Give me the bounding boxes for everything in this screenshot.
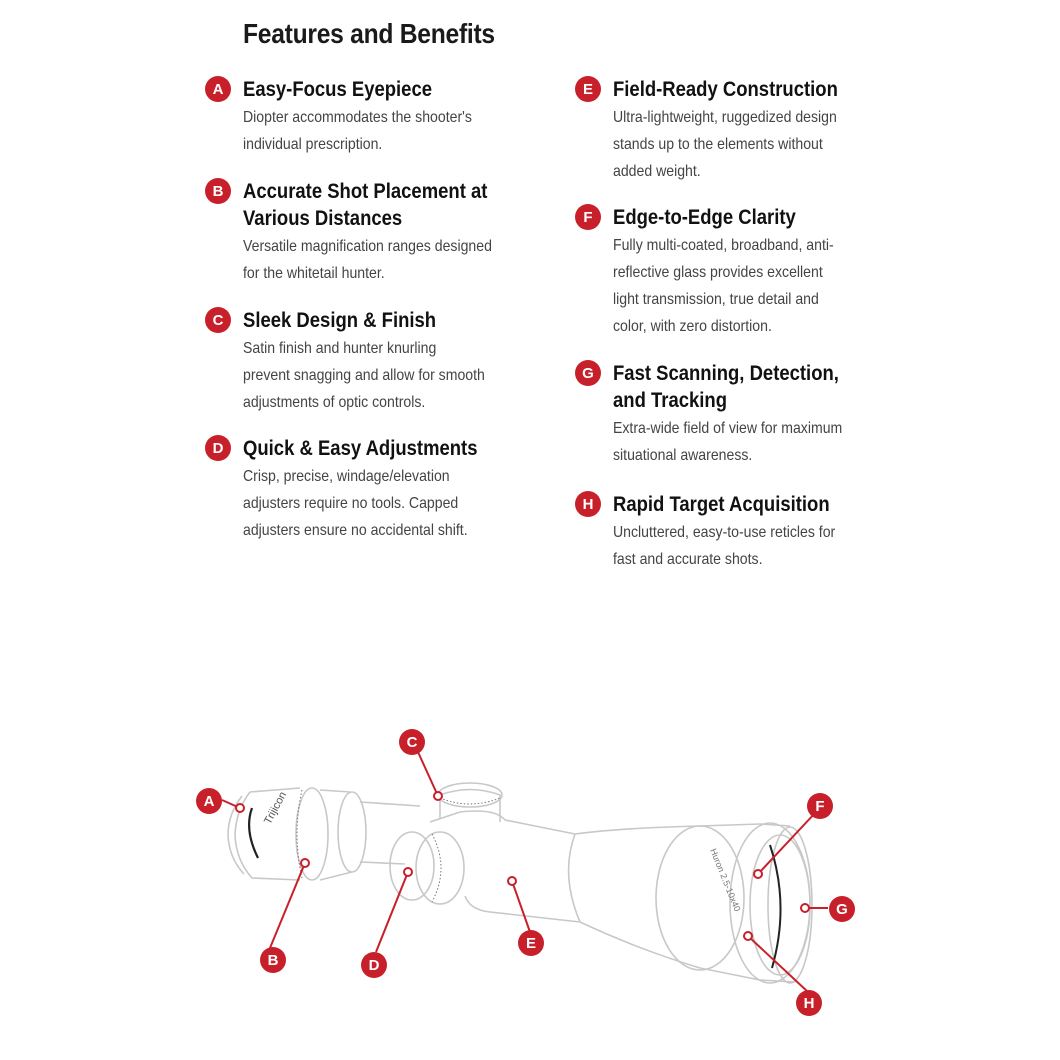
page-title: Features and Benefits	[243, 18, 495, 49]
feature-h	[582, 491, 913, 573]
feature-a	[212, 76, 543, 158]
callout-b	[260, 947, 286, 973]
svg-text:A: A	[203, 793, 215, 810]
callout-c	[399, 729, 425, 755]
model-mark: Huron 2.5-10x40	[708, 847, 743, 913]
feature-title: Field-Ready Construction	[613, 78, 838, 101]
feature-desc: Diopter accommodates the shooter's individual prescription.	[243, 109, 472, 153]
callout-h	[796, 990, 822, 1016]
feature-desc: Versatile magnification ranges designed for the whitetail hunter.	[243, 238, 492, 282]
eyepiece-highlight	[249, 808, 258, 858]
callout-d	[361, 952, 387, 978]
callout-f	[807, 793, 833, 819]
svg-text:G: G	[836, 901, 848, 918]
feature-e	[582, 76, 913, 185]
feature-desc: Satin finish and hunter knurling prevent snagging and allow for smooth adjustments of optic controls.	[243, 340, 485, 411]
feature-title: Edge-to-Edge Clarity	[613, 206, 796, 229]
feature-desc: Crisp, precise, windage/elevation adjusters require no tools. Capped adjusters ensure no accidental shift.	[243, 468, 468, 539]
feature-title: Accurate Shot Placement at Various Distances	[243, 180, 488, 230]
feature-title: Quick & Easy Adjustments	[243, 437, 478, 460]
feature-title: Easy-Focus Eyepiece	[243, 78, 433, 101]
svg-text:B: B	[267, 952, 279, 969]
svg-text:D: D	[368, 957, 380, 974]
svg-text:C: C	[406, 734, 418, 751]
badge-a: A	[205, 76, 231, 102]
feature-f	[583, 204, 913, 340]
feature-desc: Ultra-lightweight, ruggedized design stands up to the elements without added weight.	[613, 109, 837, 180]
feature-d	[212, 435, 543, 544]
badge-c: C	[205, 307, 231, 333]
feature-desc: Fully multi-coated, broadband, anti- reflective glass provides excellent light transmission, true detail and color, with zero distortion.	[613, 237, 834, 335]
feature-title: Fast Scanning, Detection, and Tracking	[613, 362, 839, 412]
feature-desc: Uncluttered, easy-to-use reticles for fast and accurate shots.	[613, 524, 836, 568]
feature-desc: Extra-wide field of view for maximum situational awareness.	[613, 420, 843, 464]
feature-c	[212, 307, 543, 416]
badge-f: F	[575, 204, 601, 230]
callout-e	[518, 930, 544, 956]
feature-title: Sleek Design & Finish	[243, 309, 437, 332]
svg-text:F: F	[815, 798, 825, 815]
svg-text:H: H	[803, 995, 815, 1012]
feature-title: Rapid Target Acquisition	[613, 493, 830, 516]
callout-g	[829, 896, 855, 922]
callout-a	[196, 788, 222, 814]
badge-b: B	[205, 178, 231, 204]
svg-text:E: E	[525, 935, 537, 952]
badge-d: D	[205, 435, 231, 461]
badge-g: G	[575, 360, 601, 386]
badge-e: E	[575, 76, 601, 102]
badge-h: H	[575, 491, 601, 517]
scope-diagram	[0, 700, 1060, 1040]
feature-g	[582, 360, 913, 469]
brand-mark: Trijicon	[262, 789, 290, 827]
feature-b	[212, 178, 543, 287]
